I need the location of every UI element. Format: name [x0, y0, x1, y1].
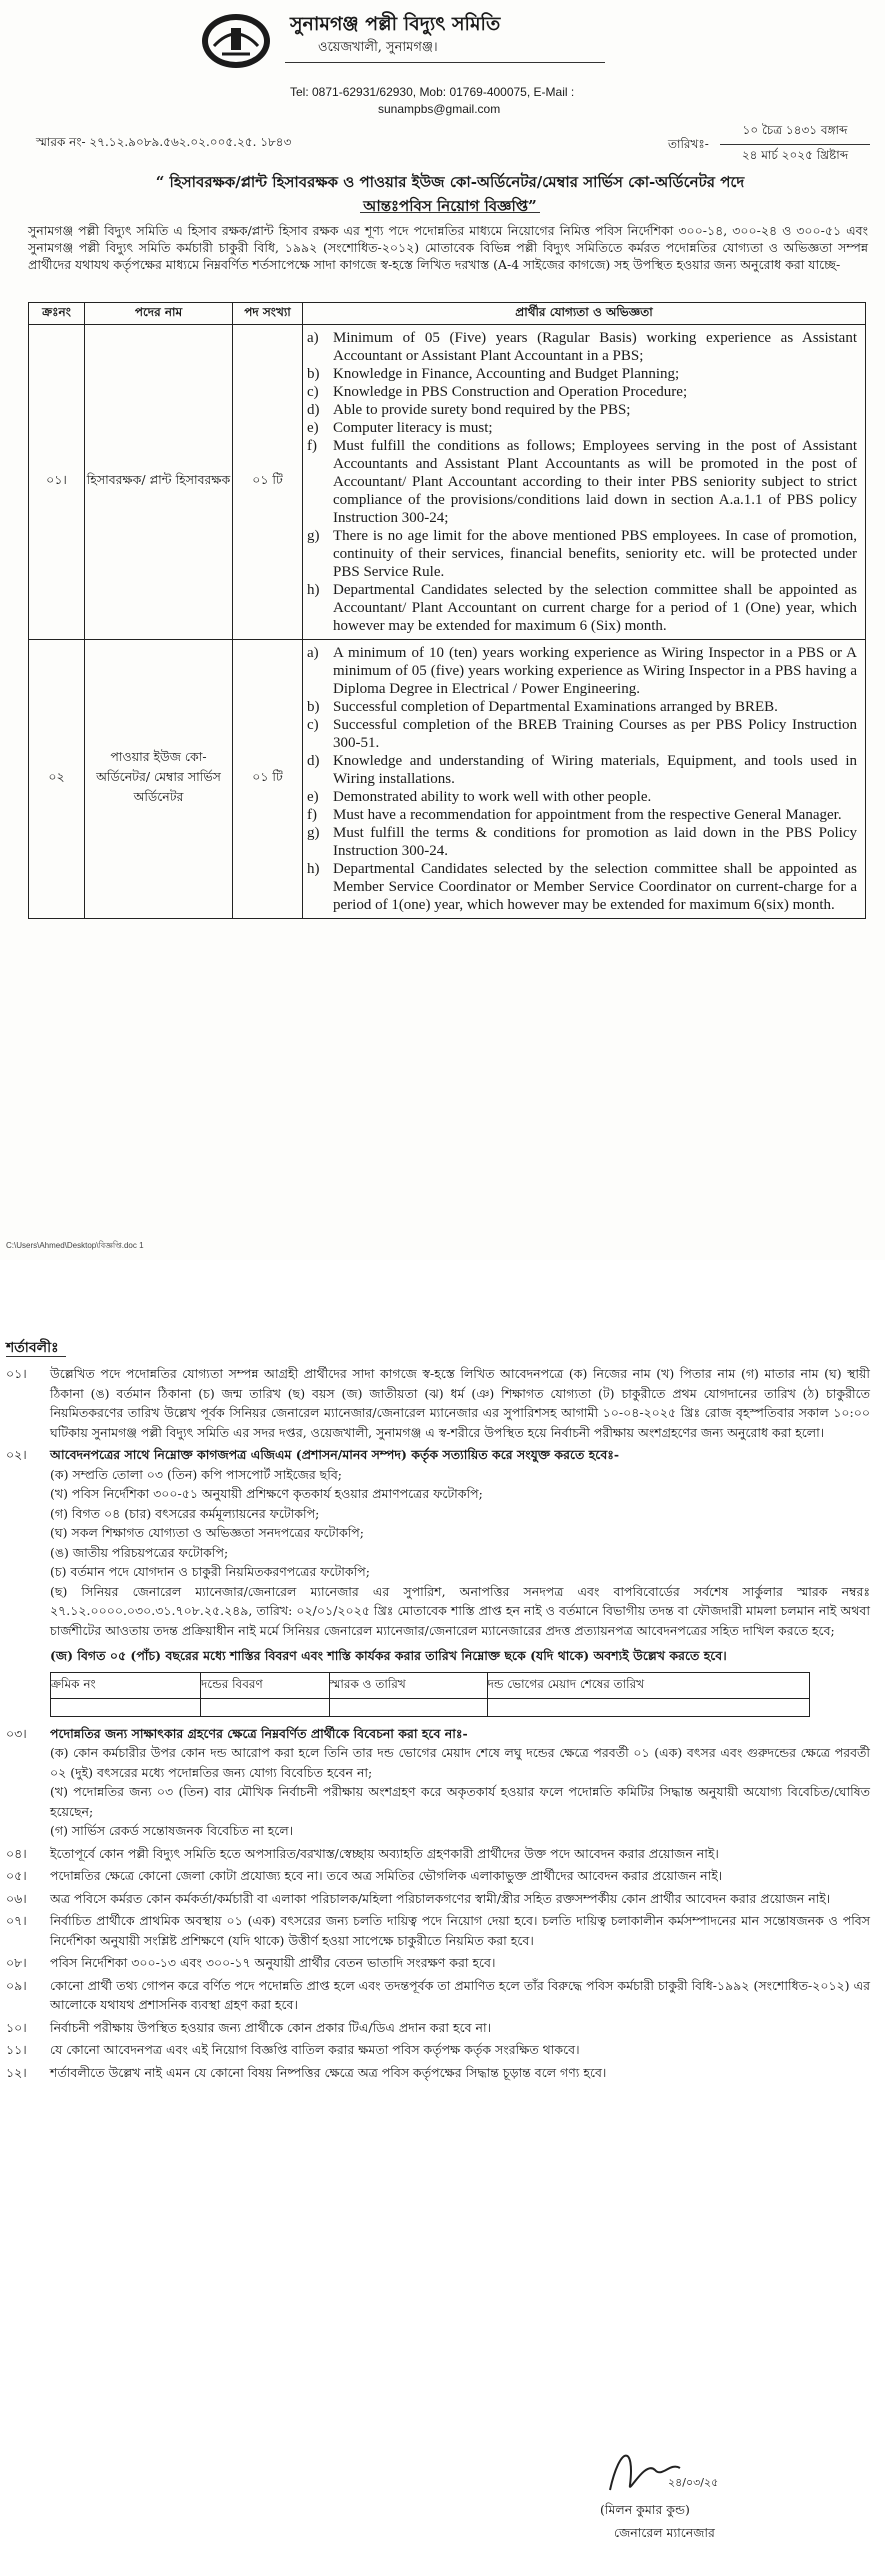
notice-title-line2: আন্তঃপবিস নিয়োগ বিজ্ঞপ্তি” — [363, 197, 537, 215]
condition-item: ০৮। পবিস নির্দেশিকা ৩০০-১৩ এবং ৩০০-১৭ অনুযায়ী প্রার্থীর বেতন ভাতাদি সংরক্ষণ করা হবে। — [6, 1955, 496, 1970]
table-row — [29, 325, 866, 640]
condition-item: ০৫। পদোন্নতির ক্ষেত্রে কোনো জেলা কোটা প্রযোজ্য হবে না। তবে অত্র সমিতির ভৌগলিক এলাকাভুক্ত প্রার্থীদের আবেদন করার প্রয়োজন নাই। — [6, 1868, 723, 1883]
pbs-logo-icon — [200, 12, 272, 70]
exclusion-item: (খ) পদোন্নতির জন্য ০৩ (তিন) বার মৌখিক নির্বাচনী পরীক্ষায় অংশগ্রহণ করে অকৃতকার্য হওয়ার ফলে পদোন্নতি কমিটির সিদ্ধান্ত অনুযায়ী অযোগ্য বিবেচিত/ঘোষিত হয়েছেন; — [50, 1784, 870, 1819]
condition-item: ০৭। নির্বাচিত প্রার্থীকে প্রাথমিক অবস্থায় ০১ (এক) বৎসরের জন্য চলতি দায়িত্ব পদে নিয়োগ দেয়া হবে। চলতি দায়িত্ব চলাকালীন কর্মসম্পাদনের মান সন্তোষজনক ও পবিস নির্দেশিকা অনুযায়ী সংশ্লিষ্ট প্রশিক্ষণে (যদি থাকে) উত্তীর্ণ হওয়া সাপেক্ষে চাকুরীতে নিয়মিত করা হবে। — [6, 1913, 870, 1948]
condition-item: ০৬। অত্র পবিসে কর্মরত কোন কর্মকর্তা/কর্মচারী বা এলাকা পরিচালক/মহিলা পরিচালকগণের স্বামী/স্ত্রীর সহিত রক্তসম্পর্কীয় কোন প্রার্থীর আবেদন করার প্রয়োজন নাই। — [6, 1890, 831, 1906]
doc-item: (ঙ) জাতীয় পরিচয়পত্রের ফটোকপি; — [50, 1544, 229, 1560]
requirement-item: e) Computer literacy is must; — [307, 420, 493, 436]
requirement-item: a) Minimum of 05 (Five) years (Ragular Basis) working experience as Assistant Accountant or Assistant Plant Accountant in a PBS; — [307, 330, 857, 364]
notice-title-line1: “ হিসাবরক্ষক/প্লান্ট হিসাবরক্ষক ও পাওয়ার ইউজ কো-অর্ডিনেটর/মেম্বার সার্ভিস কো-অর্ডিনেটর পদে — [155, 173, 745, 191]
date-box — [720, 120, 870, 169]
row-count: ০১ টি — [233, 325, 303, 640]
requirement-item: f) Must fulfill the conditions as follows; Employees serving in the post of Assistant Accountants and Assistant Plant Accountants as will be promoted in the post of Accountant/ Plant Accountant according to their inter PBS seniority subject to strict compliance of the provisions/conditions laid down in section A.a.1.1 of PBS policy Instruction 300-24; — [307, 438, 857, 526]
doc-item: (ক) সম্প্রতি তোলা ০৩ (তিন) কপি পাসপোর্ট সাইজের ছবি; — [50, 1466, 342, 1482]
condition-item: ০৩। পদোন্নতির জন্য সাক্ষাৎকার গ্রহণের ক্ষেত্রে নিম্নবর্ণিত প্রার্থীকে বিবেচনা করা হবে নাঃ- (ক) কোন কর্মচারীর উপর কোন দন্ড আরোপ করা হলে তিনি তার দন্ড ভোগের মেয়াদ শেষে লঘু দন্ডের ক্ষেত্রে পরবর্তী ০১ (এক) বৎসর এবং গুরুদন্ডের ক্ষেত্রে পরবর্তী ০২ (দুই) বৎসরের মধ্যে পদোন্নতির জন্য যোগ্য বিবেচিত হবেন না; (খ) পদোন্নতির জন্য ০৩ (তিন) বার মৌখিক নির্বাচনী পরীক্ষায় অংশগ্রহণ করে অকৃতকার্য হওয়ার ফলে পদোন্নতি কমিটির সিদ্ধান্ত অনুযায়ী অযোগ্য বিবেচিত/ঘোষিত হয়েছেন; (গ) সার্ভিস রেকর্ড সন্তোষজনক বিবেচিত না হলে। — [0, 1724, 885, 1841]
posts-table-header — [29, 303, 866, 325]
signature-mark — [600, 2440, 730, 2500]
requirement-item: b) Successful completion of Departmental Examinations arranged by BREB. — [307, 699, 778, 715]
condition-item: ০২। আবেদনপত্রের সাথে নিম্নোক্ত কাগজপত্র এজিএম (প্রশাসন/মানব সম্পদ) কর্তৃক সত্যায়িত করে সংযুক্ত করতে হবেঃ- (ক) সম্প্রতি তোলা ০৩ (তিন) কপি পাসপোর্ট সাইজের ছবি; (খ) পবিস নির্দেশিকা ৩০০-৫১ অনুযায়ী প্রশিক্ষণে কৃতকার্য হওয়ার প্রমাণপত্রের ফটোকপি; (গ) বিগত ০৪ (চার) বৎসরের কর্মমূল্যায়নের ফটোকপি; (ঘ) সকল শিক্ষাগত যোগ্যতা ও অভিজ্ঞতা সনদপত্রের ফটোকপি; (ঙ) জাতীয় পরিচয়পত্রের ফটোকপি; (চ) বর্তমান পদে যোগদান ও চাকুরী নিয়মিতকরণপত্রের ফটোকপি; (ছ) সিনিয়র জেনারেল ম্যানেজার/জেনারেল ম্যানেজার এর সুপারিশ, অনাপত্তির সনদপত্র এবং বাপবিবোর্ডের সর্বশেষ সার্কুলার স্মারক নম্বরঃ ২৭.১২.০০০০.০৩০.৩১.৭০৮.২৫.২৪৯, তারিখ: ০২/০১/২০২৫ খ্রিঃ মোতাবেক শাস্তি প্রাপ্ত হন নাই ও বর্তমানে বিভাগীয় তদন্ত বা ফৌজদারী মামলা চলমান নাই অথবা চার্জশীটের আওতায় তদন্ত প্রক্রিয়াধীন নাই মর্মে সিনিয়র জেনারেল ম্যানেজার/জেনারেল ম্যানেজারের প্রদত্ত প্রত্যায়নপত্র আবেদনপত্রের সহিত দাখিল করতে হবে; (জ) বিগত ০৫ (পাঁচ) বছরের মধ্যে শাস্তির বিবরণ এবং শাস্তি কার্যকর করার তারিখ নিম্নোক্ত ছকে (যদি থাকে) অবশ্যই উল্লেখ করতে হবে। ক্রমিক নং দন্ডের বিবরণ স্মারক ও তারিখ দন্ড ভোগের মেয়াদ শেষের তারিখ — [0, 1445, 885, 1721]
org-contact: Tel: 0871-62931/62930, Mob: 01769-400075, E-Mail : — [290, 85, 575, 99]
letterhead — [0, 0, 885, 120]
row-post: পাওয়ার ইউজ কো-অর্ডিনেটর/ মেম্বার সার্ভিস অর্ডিনেটর — [85, 640, 233, 919]
condition-item: ০৪। ইতোপূর্বে কোন পল্লী বিদ্যুৎ সমিতি হতে অপসারিত/বরখাস্ত/স্বেচ্ছায় অব্যাহতি গ্রহণকারী প্রার্থীদের উক্ত পদে আবেদন করার প্রয়োজন নাই। — [6, 1845, 719, 1861]
requirement-item: g) There is no age limit for the above mentioned PBS employees. In case of promotion, continuity of their services, financial benefits, seniority etc. will be protected under PBS Service Rule. — [307, 528, 857, 580]
doc-item: (গ) বিগত ০৪ (চার) বৎসরের কর্মমূল্যায়নের ফটোকপি; — [50, 1505, 320, 1521]
conditions-underline — [6, 1356, 66, 1357]
row-qualifications — [303, 325, 866, 640]
doc-item: (ঘ) সকল শিক্ষাগত যোগ্যতা ও অভিজ্ঞতা সনদপত্রের ফটোকপি; — [50, 1525, 364, 1540]
penalty-col-serial: ক্রমিক নং — [51, 1672, 201, 1698]
signatory-title: জেনারেল ম্যানেজার — [614, 2525, 715, 2540]
requirement-list — [303, 325, 865, 639]
notice-page-2 — [0, 1290, 885, 2560]
doc-item: (চ) বর্তমান পদে যোগদান ও চাকুরী নিয়মিতকরণপত্রের ফটোকপি; — [50, 1564, 370, 1579]
posts-table — [28, 302, 866, 919]
doc-item: (ছ) সিনিয়র জেনারেল ম্যানেজার/জেনারেল ম্যানেজার এর সুপারিশ, অনাপত্তির সনদপত্র এবং বাপবিবোর্ডের সর্বশেষ সার্কুলার স্মারক নম্বরঃ ২৭.১২.০০০০.০৩০.৩১.৭০৮.২৫.২৪৯, তারিখ: ০২/০১/২০২৫ খ্রিঃ মোতাবেক শাস্তি প্রাপ্ত হন নাই ও বর্তমানে বিভাগীয় তদন্ত বা ফৌজদারী মামলা চলমান নাই অথবা চার্জশীটের আওতায় তদন্ত প্রক্রিয়াধীন নাই মর্মে সিনিয়র জেনারেল ম্যানেজার/জেনারেল ম্যানেজারের প্রদত্ত প্রত্যায়নপত্র আবেদনপত্রের সহিত দাখিল করতে হবে; — [50, 1583, 870, 1638]
requirement-item: d) Knowledge and understanding of Wiring materials, Equipment, and tools used in Wiring installations. — [307, 753, 857, 787]
penalty-col-end: দন্ড ভোগের মেয়াদ শেষের তারিখ — [487, 1672, 809, 1698]
row-count: ০১ টি — [233, 640, 303, 919]
org-email: sunampbs@gmail.com — [378, 102, 501, 116]
conditions-list — [0, 1364, 885, 2085]
title-underline — [360, 212, 540, 213]
condition-item: ০১। উল্লেখিত পদে পদোন্নতির যোগ্যতা সম্পন্ন আগ্রহী প্রার্থীদের সাদা কাগজে স্ব-হস্তে লিখিত আবেদনপত্রে (ক) নিজের নাম (খ) পিতার নাম (গ) মাতার নাম (ঘ) স্থায়ী ঠিকানা (ঙ) বর্তমান ঠিকানা (চ) জন্ম তারিখ (ছ) বয়স (জ) জাতীয়তা (ঝ) ধর্ম (ঞ) শিক্ষাগত যোগ্যতা (ট) চাকুরীতে প্রথম যোগদানের তারিখ (ঠ) চাকুরীতে নিয়মিতকরণের তারিখ উল্লেখ পূর্বক সিনিয়র জেনারেল ম্যানেজার/জেনারেল ম্যানেজার এর সুপারিশসহ আগামী ১০-০৪-২০২৫ খ্রিঃ রোজ বৃহস্পতিবার সকাল ১০:০০ ঘটিকায় সুনামগঞ্জ পল্লী বিদ্যুৎ সমিতি এর সদর দপ্তর, ওয়েজখালী, সুনামগঞ্জ এ স্ব-শরীরে উপস্থিত হয়ে নির্বাচনী পরীক্ষায় অংশগ্রহণের জন্য অনুরোধ করা হলো। — [6, 1366, 870, 1440]
condition-heading: পদোন্নতির জন্য সাক্ষাৎকার গ্রহণের ক্ষেত্রে নিম্নবর্ণিত প্রার্থীকে বিবেচনা করা হবে নাঃ- — [50, 1725, 468, 1741]
penalty-col-desc: দন্ডের বিবরণ — [201, 1672, 330, 1698]
row-serial: ০১। — [29, 325, 85, 640]
col-post: পদের নাম — [85, 303, 233, 325]
org-name: সুনামগঞ্জ পল্লী বিদ্যুৎ সমিতি — [290, 13, 501, 35]
requirement-item: h) Departmental Candidates selected by the selection committee shall be appointed as Accountant/ Plant Accountant on current charge for a period of 1 (One) year, which however may be extended for maximum 6 (Six) month. — [307, 582, 857, 634]
col-serial: ক্রঃনং — [29, 303, 85, 325]
notice-title — [50, 170, 850, 218]
condition-heading: আবেদনপত্রের সাথে নিম্নোক্ত কাগজপত্র এজিএম (প্রশাসন/মানব সম্পদ) কর্তৃক সত্যায়িত করে সংযুক্ত করতে হবেঃ- — [50, 1447, 620, 1462]
row-qualifications — [303, 640, 866, 919]
penalty-empty-row — [51, 1698, 810, 1716]
table-row — [29, 640, 866, 919]
conditions-title: শর্তাবলীঃ — [6, 1340, 59, 1356]
penalty-table — [50, 1672, 810, 1717]
notice-intro: সুনামগঞ্জ পল্লী বিদ্যুৎ সমিতি এ হিসাব রক্ষক/প্লান্ট হিসাব রক্ষক এর শূণ্য পদে পদোন্নতির মাধ্যমে নিয়োগের নিমিত্ত পবিস নির্দেশিকা ৩০০-১৪, ৩০০-২৪ ও ৩০০-৫১ এবং সুনামগঞ্জ পল্লী বিদ্যুৎ সমিতি কর্মচারী চাকুরী বিধি, ১৯৯২ (সংশোধিত-২০১২) মোতাবেক বিভিন্ন পল্লী বিদ্যুৎ সমিতিতে কর্মরত পদোন্নতির যোগ্যতা ও অভিজ্ঞতা সম্পন্ন প্রার্থীদের যথাযথ কর্তৃপক্ষের মাধ্যমে নিম্নবর্ণিত শর্তসাপেক্ষে সাদা কাগজে স্ব-হস্তে লিখিত দরখাস্ত (A-4 সাইজের কাগজে) সহ উপস্থিত হওয়ার জন্য অনুরোধ করা যাচ্ছে- — [28, 223, 868, 272]
row-serial: ০২ — [29, 640, 85, 919]
exclusion-item: (গ) সার্ভিস রেকর্ড সন্তোষজনক বিবেচিত না হলে। — [50, 1823, 294, 1838]
requirement-item: c) Knowledge in PBS Construction and Operation Procedure; — [307, 384, 688, 400]
requirement-item: h) Departmental Candidates selected by the selection committee shall be appointed as Member Service Coordinator or Member Service Coordinator on current-charge for a period of 1(one) year, which however may be extended for maximum 6(six) month. — [307, 861, 857, 913]
requirement-item: e) Demonstrated ability to work well with other people. — [307, 789, 652, 805]
requirement-item: d) Able to provide surety bond required by the PBS; — [307, 402, 631, 418]
exclusion-item: (ক) কোন কর্মচারীর উপর কোন দন্ড আরোপ করা হলে তিনি তার দন্ড ভোগের মেয়াদ শেষে লঘু দন্ডের ক্ষেত্রে পরবর্তী ০১ (এক) বৎসর এবং গুরুদন্ডের ক্ষেত্রে পরবর্তী ০২ (দুই) বৎসরের মধ্যে পদোন্নতির জন্য যোগ্য বিবেচিত হবেন না; — [50, 1745, 870, 1780]
condition-item: ১০। নির্বাচনী পরীক্ষায় উপস্থিত হওয়ার জন্য প্রার্থীকে কোন প্রকার টিএ/ডিএ প্রদান করা হবে না। — [6, 2019, 492, 2035]
requirement-item: a) A minimum of 10 (ten) years working experience as Wiring Inspector in a PBS or A minimum of 05 (five) years working experience as Wiring Inspector in a PBS having a Diploma Degree in Electrical / Power Engineering. — [307, 645, 857, 697]
penalty-note: (জ) বিগত ০৫ (পাঁচ) বছরের মধ্যে শাস্তির বিবরণ এবং শাস্তি কার্যকর করার তারিখ নিম্নোক্ত ছকে (যদি থাকে) অবশ্যই উল্লেখ করতে হবে। — [50, 1648, 727, 1663]
requirement-item: g) Must fulfill the terms & conditions for promotion as laid down in the PBS Policy Instruction 300-24. — [307, 825, 857, 859]
col-count: পদ সংখ্যা — [233, 303, 303, 325]
requirement-item: f) Must have a recommendation for appointment from the respective General Manager. — [307, 807, 842, 823]
requirement-item: b) Knowledge in Finance, Accounting and Budget Planning; — [307, 366, 680, 382]
col-qualification: প্রার্থীর যোগ্যতা ও অভিজ্ঞতা — [303, 303, 866, 325]
file-path: C:\Users\Ahmed\Desktop\বিজ্ঞপ্তি.doc 1 — [6, 1241, 144, 1250]
penalty-col-memo: স্মারক ও তারিখ — [329, 1672, 487, 1698]
date-label: তারিখঃ- — [668, 137, 709, 151]
condition-item: ০৯। কোনো প্রার্থী তথ্য গোপন করে বর্ণিত পদে পদোন্নতি প্রাপ্ত হলে এবং তদন্তপূর্বক তা প্রমাণিত হলে তাঁর বিরুদ্ধে পবিস কর্মচারী চাকুরী বিধি-১৯৯২ (সংশোধিত-২০১২) এর আলোকে যথাযথ প্রশাসনিক ব্যবস্থা গ্রহণ করা হবে। — [6, 1977, 870, 2012]
signatory-name: (মিলন কুমার কুন্ড) — [600, 2502, 690, 2517]
header-divider — [285, 62, 605, 63]
signature-date: ২৪/০৩/২৫ — [668, 2476, 719, 2489]
notice-page-1 — [0, 0, 885, 1260]
requirement-list — [303, 640, 865, 918]
date-english: ২৪ মার্চ ২০২৫ খ্রিষ্টাব্দ — [720, 144, 870, 169]
requirement-item: c) Successful completion of the BREB Training Courses as per PBS Policy Instruction 300-51. — [307, 717, 857, 751]
condition-item: ১১। যে কোনো আবেদনপত্র এবং এই নিয়োগ বিজ্ঞপ্তি বাতিল করার ক্ষমতা পবিস কর্তৃপক্ষ কর্তৃক সংরক্ষিত থাকবে। — [6, 2042, 580, 2057]
date-bangla: ১০ চৈত্র ১৪৩১ বঙ্গাব্দ — [742, 123, 848, 137]
memo-number: স্মারক নং- ২৭.১২.৯০৮৯.৫৬২.০২.০০৫.২৫. ১৮৪৩ — [36, 135, 292, 149]
doc-item: (খ) পবিস নির্দেশিকা ৩০০-৫১ অনুযায়ী প্রশিক্ষণে কৃতকার্য হওয়ার প্রমাণপত্রের ফটোকপি; — [50, 1486, 483, 1501]
row-post: হিসাবরক্ষক/ প্লান্ট হিসাবরক্ষক — [85, 325, 233, 640]
org-address: ওয়েজখালী, সুনামগঞ্জ। — [318, 40, 438, 55]
condition-item: ১২। শর্তাবলীতে উল্লেখ নাই এমন যে কোনো বিষয় নিষ্পত্তির ক্ষেত্রে অত্র পবিস কর্তৃপক্ষের সিদ্ধান্ত চূড়ান্ত বলে গণ্য হবে। — [6, 2064, 607, 2080]
